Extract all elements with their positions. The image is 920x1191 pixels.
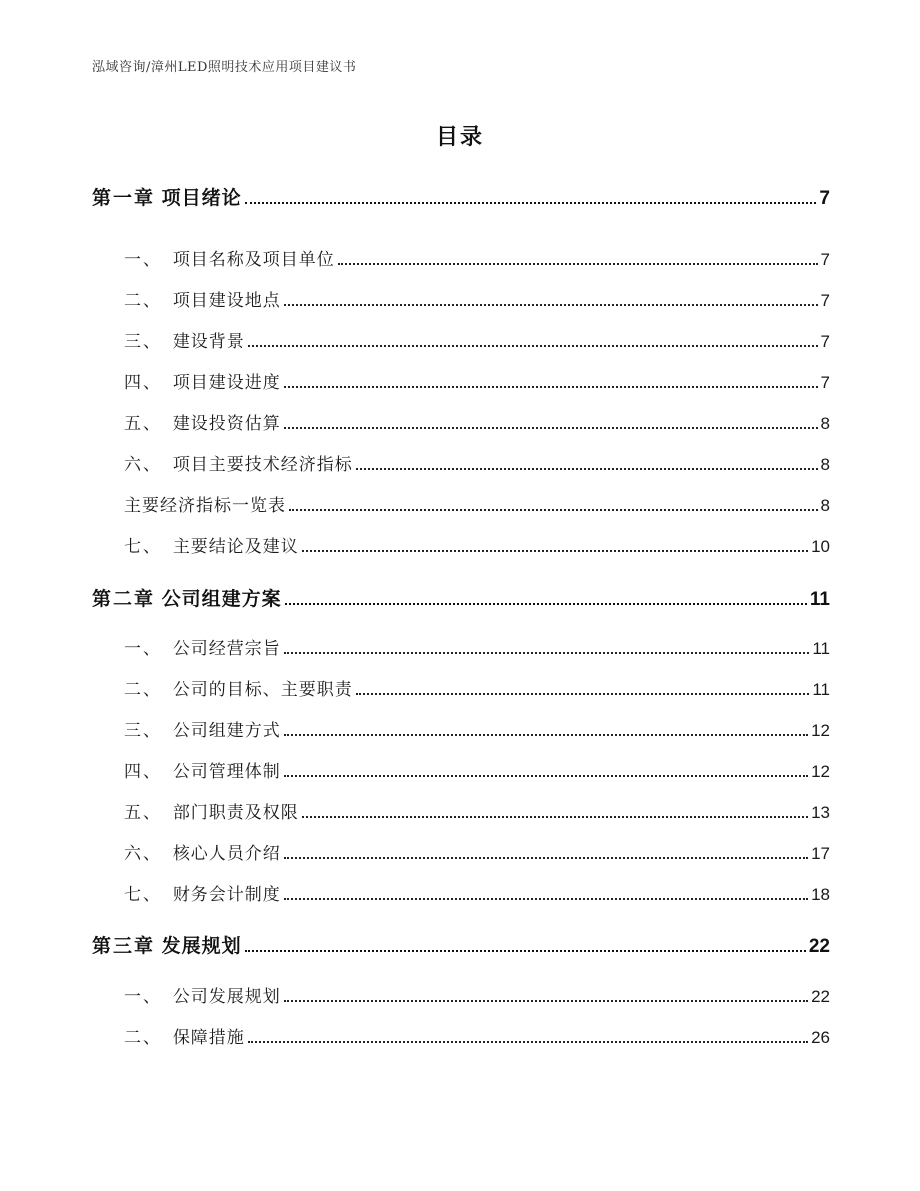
toc-section[interactable] (92, 1023, 830, 1048)
dot-leader (248, 1040, 808, 1043)
toc-section[interactable] (92, 839, 830, 864)
dot-leader (285, 602, 807, 605)
toc-section[interactable] (92, 286, 830, 311)
toc-number: 四、 (124, 373, 162, 393)
dot-leader (302, 815, 808, 818)
dot-leader (289, 508, 818, 511)
dot-leader (284, 897, 808, 900)
toc-label: 项目主要技术经济指标 (172, 455, 353, 475)
toc-section[interactable] (92, 634, 830, 659)
toc-number: 七、 (124, 537, 162, 557)
toc-section[interactable] (92, 798, 830, 823)
dot-leader (284, 999, 808, 1002)
toc-page-number: 18 (811, 885, 830, 904)
running-header: 泓域咨询/漳州LED照明技术应用项目建议书 (92, 60, 357, 75)
dot-leader (245, 949, 806, 952)
toc-page-number: 8 (820, 455, 830, 474)
toc-number: 一、 (124, 639, 162, 659)
toc-page-number: 13 (811, 803, 830, 822)
toc-page-number: 7 (820, 250, 830, 269)
toc-label: 建设投资估算 (172, 414, 281, 434)
toc-page-number: 12 (811, 762, 830, 781)
toc-page-number: 17 (811, 844, 830, 863)
toc-page-number: 8 (820, 496, 830, 515)
toc-page-number: 7 (820, 291, 830, 310)
dot-leader (356, 692, 810, 695)
toc-label: 主要结论及建议 (172, 537, 299, 557)
toc-number: 二、 (124, 291, 162, 311)
toc-section[interactable] (92, 757, 830, 782)
toc-label: 公司管理体制 (172, 762, 281, 782)
toc-chapter-3[interactable] (92, 931, 830, 958)
toc-number: 五、 (124, 414, 162, 434)
toc-label: 财务会计制度 (172, 885, 281, 905)
toc-section[interactable] (92, 245, 830, 270)
toc-page-number: 12 (811, 721, 830, 740)
dot-leader (284, 385, 818, 388)
toc-page-number: 11 (809, 589, 830, 610)
toc-number: 四、 (124, 762, 162, 782)
toc-page-number: 8 (820, 414, 830, 433)
toc-page-number: 7 (819, 188, 830, 209)
toc-label: 公司组建方式 (172, 721, 281, 741)
toc-page-number: 22 (811, 987, 830, 1006)
dot-leader (248, 344, 818, 347)
toc-label: 项目建设进度 (172, 373, 281, 393)
toc-section[interactable] (92, 327, 830, 352)
toc-page-number: 7 (820, 373, 830, 392)
toc-page-number: 7 (820, 332, 830, 351)
toc-label: 公司经营宗旨 (172, 639, 281, 659)
dot-leader (284, 303, 818, 306)
toc-number: 第二章 (92, 588, 156, 610)
toc-label: 项目名称及项目单位 (172, 250, 335, 270)
toc-number: 第三章 (92, 935, 156, 957)
toc-label: 保障措施 (172, 1028, 245, 1048)
toc-label: 项目建设地点 (172, 291, 281, 311)
dot-leader (284, 733, 808, 736)
toc-label: 部门职责及权限 (172, 803, 299, 823)
toc-section[interactable] (92, 880, 830, 905)
toc-chapter-2[interactable] (92, 584, 830, 611)
toc-label: 公司的目标、主要职责 (172, 680, 353, 700)
dot-leader (284, 426, 818, 429)
toc-label: 主要经济指标一览表 (124, 496, 286, 516)
toc-number: 一、 (124, 987, 162, 1007)
dot-leader (245, 201, 817, 204)
toc-section[interactable] (92, 491, 830, 516)
toc-label: 核心人员介绍 (172, 844, 281, 864)
toc-number: 六、 (124, 844, 162, 864)
toc-section[interactable] (92, 450, 830, 475)
dot-leader (302, 549, 808, 552)
toc-label: 项目绪论 (161, 187, 242, 209)
toc-label: 发展规划 (161, 935, 242, 957)
dot-leader (356, 467, 818, 470)
toc-label: 建设背景 (172, 332, 245, 352)
toc-section[interactable] (92, 675, 830, 700)
toc-label: 公司发展规划 (172, 987, 281, 1007)
toc-page-number: 22 (808, 936, 830, 957)
toc-section[interactable] (92, 982, 830, 1007)
toc-label: 公司组建方案 (161, 588, 282, 610)
toc-number: 六、 (124, 455, 162, 475)
toc-number: 一、 (124, 250, 162, 270)
toc-number: 二、 (124, 680, 162, 700)
dot-leader (338, 262, 818, 265)
toc-page-number: 11 (812, 680, 830, 699)
toc-section[interactable] (92, 532, 830, 557)
dot-leader (284, 774, 808, 777)
toc-number: 二、 (124, 1028, 162, 1048)
toc-section[interactable] (92, 716, 830, 741)
toc-chapter-1[interactable] (92, 183, 830, 210)
toc-number: 七、 (124, 885, 162, 905)
toc-section[interactable] (92, 409, 830, 434)
toc-number: 三、 (124, 332, 162, 352)
dot-leader (284, 856, 808, 859)
toc-page-number: 26 (811, 1028, 830, 1047)
toc-page-number: 11 (812, 639, 830, 658)
toc-number: 五、 (124, 803, 162, 823)
toc-title: 目录 (435, 125, 484, 150)
toc-number: 三、 (124, 721, 162, 741)
toc-number: 第一章 (92, 187, 156, 209)
toc-section[interactable] (92, 368, 830, 393)
dot-leader (284, 651, 810, 654)
toc-page-number: 10 (811, 537, 830, 556)
